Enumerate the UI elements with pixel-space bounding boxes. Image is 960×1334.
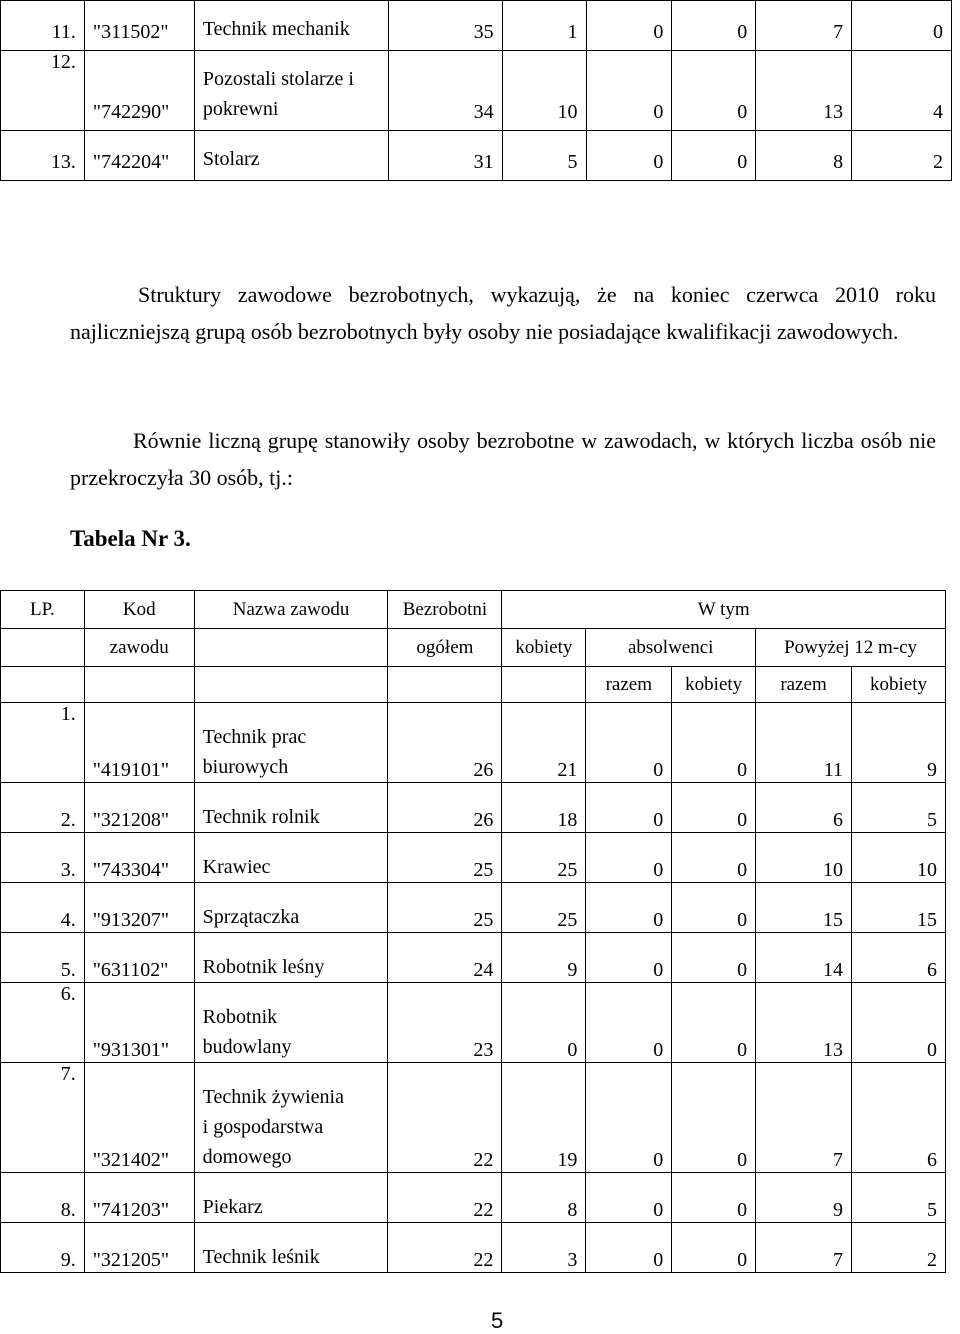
row-total: 25: [388, 883, 502, 933]
row-name: [194, 1223, 388, 1273]
row-over12-women: 4: [852, 51, 952, 131]
row-name-line: Technik rolnik: [202, 806, 320, 828]
row-lp: 4.: [1, 883, 85, 933]
row-name-line: Technik leśnik: [202, 1246, 320, 1268]
table-row: [1, 1223, 946, 1273]
row-over12-total: 13: [756, 51, 852, 131]
row-total: 24: [388, 933, 502, 983]
row-over12-women: 9: [852, 703, 946, 783]
row-over12-total: 15: [756, 883, 852, 933]
row-over12-women: 2: [852, 131, 952, 181]
row-code: "913207": [84, 883, 194, 933]
row-lp: 2.: [1, 783, 85, 833]
header-name: Nazwa zawodu: [194, 591, 388, 629]
row-name: [194, 783, 388, 833]
row-total: 26: [388, 703, 502, 783]
row-over12-women: 6: [852, 933, 946, 983]
header-blank: [1, 667, 85, 703]
row-graduates-total: 0: [586, 783, 672, 833]
row-over12-women: 6: [852, 1063, 946, 1173]
row-lp: 3.: [1, 833, 85, 883]
row-name-line: domowego: [202, 1146, 292, 1168]
table-row: [1, 883, 946, 933]
row-code: "311502": [84, 1, 194, 51]
row-graduates-total: 0: [586, 703, 672, 783]
table-row: [1, 783, 946, 833]
row-women: 10: [502, 51, 586, 131]
table-row: [1, 983, 946, 1063]
table-row: [1, 703, 946, 783]
table-row: [1, 933, 946, 983]
row-women: 25: [502, 883, 586, 933]
row-name-line: budowlany: [202, 1036, 292, 1058]
row-graduates-total: 0: [586, 833, 672, 883]
row-name: [194, 883, 388, 933]
row-name-line: Technik prac: [202, 726, 307, 748]
paragraph-1: Struktury zawodowe bezrobotnych, wykazują, że na koniec czerwca 2010 roku najliczniejszą grupą osób bezrobotnych były osoby nie posiadające kwalifikacji zawodowych.: [70, 282, 936, 344]
row-total: 25: [388, 833, 502, 883]
header-lp-blank: [1, 629, 85, 667]
row-women: 3: [502, 1223, 586, 1273]
header-women: kobiety: [502, 629, 586, 667]
row-graduates-women: 0: [672, 933, 756, 983]
table-title: Tabela Nr 3.: [70, 526, 191, 551]
row-code: "321208": [84, 783, 194, 833]
row-graduates-total: 0: [586, 1, 672, 51]
row-lp: 8.: [1, 1173, 85, 1223]
row-total: 22: [388, 1223, 502, 1273]
row-graduates-women: 0: [672, 833, 756, 883]
row-graduates-women: 0: [672, 131, 756, 181]
top-table: [0, 0, 952, 181]
table-row: [1, 1063, 946, 1173]
row-over12-total: 6: [756, 783, 852, 833]
row-over12-women: 0: [852, 983, 946, 1063]
row-over12-women: 5: [852, 783, 946, 833]
row-over12-total: 7: [756, 1223, 852, 1273]
row-name-line: Technik mechanik: [202, 18, 350, 40]
row-graduates-total: 0: [586, 983, 672, 1063]
header-name-blank: [194, 629, 388, 667]
header-blank: [502, 667, 586, 703]
row-women: 1: [502, 1, 586, 51]
row-graduates-women: 0: [672, 883, 756, 933]
row-graduates-women: 0: [672, 1223, 756, 1273]
row-graduates-total: 0: [586, 1173, 672, 1223]
row-graduates-women: 0: [672, 703, 756, 783]
row-women: 18: [502, 783, 586, 833]
row-name: [194, 833, 388, 883]
paragraph-2: Równie liczną grupę stanowiły osoby bezrobotne w zawodach, w których liczba osób nie przekroczyła 30 osób, tj.:: [70, 428, 936, 490]
row-code: "742204": [84, 131, 194, 181]
row-over12-total: 7: [756, 1063, 852, 1173]
row-graduates-total: 0: [586, 1063, 672, 1173]
row-name-line: Robotnik leśny: [202, 956, 325, 978]
row-name: [194, 933, 388, 983]
row-name-line: Pozostali stolarze i: [202, 68, 354, 90]
row-over12-total: 10: [756, 833, 852, 883]
header-graduates-total: razem: [586, 667, 672, 703]
row-name: [194, 983, 388, 1063]
row-name: [194, 1063, 388, 1173]
row-code: "742290": [84, 51, 194, 131]
row-over12-women: 5: [852, 1173, 946, 1223]
row-lp: 1.: [1, 703, 85, 783]
row-name-line: Robotnik: [202, 1006, 278, 1028]
row-name: [194, 51, 388, 131]
row-graduates-total: 0: [586, 51, 672, 131]
row-total: 31: [388, 131, 502, 181]
row-code: "743304": [84, 833, 194, 883]
row-name: [194, 1173, 388, 1223]
header-code-line2: zawodu: [84, 629, 194, 667]
header-lp: LP.: [1, 591, 85, 629]
row-code: "931301": [84, 983, 194, 1063]
row-graduates-women: 0: [672, 1, 756, 51]
table-row: [1, 131, 952, 181]
row-lp: 12.: [1, 51, 85, 131]
row-lp: 13.: [1, 131, 85, 181]
header-over12-women: kobiety: [852, 667, 946, 703]
row-over12-total: 8: [756, 131, 852, 181]
row-women: 19: [502, 1063, 586, 1173]
row-name-line: i gospodarstwa: [202, 1116, 324, 1138]
row-over12-women: 2: [852, 1223, 946, 1273]
row-name-line: Stolarz: [202, 148, 260, 170]
row-graduates-total: 0: [586, 1223, 672, 1273]
row-code: "741203": [84, 1173, 194, 1223]
table-row: [1, 51, 952, 131]
row-over12-women: 0: [852, 1, 952, 51]
header-w-tym: W tym: [502, 591, 946, 629]
row-lp: 6.: [1, 983, 85, 1063]
row-graduates-women: 0: [672, 983, 756, 1063]
row-lp: 11.: [1, 1, 85, 51]
header-total-line1: Bezrobotni: [388, 591, 502, 629]
table-row: [1, 833, 946, 883]
row-name: [194, 1, 388, 51]
header-code-line1: Kod: [84, 591, 194, 629]
header-blank: [388, 667, 502, 703]
row-code: "321402": [84, 1063, 194, 1173]
row-total: 34: [388, 51, 502, 131]
main-table: [0, 590, 946, 1273]
header-over12-total: razem: [756, 667, 852, 703]
row-name: [194, 703, 388, 783]
header-total-line2: ogółem: [388, 629, 502, 667]
header-graduates: absolwenci: [586, 629, 756, 667]
row-total: 23: [388, 983, 502, 1063]
row-graduates-women: 0: [672, 783, 756, 833]
header-blank: [84, 667, 194, 703]
row-name-line: Sprzątaczka: [202, 906, 300, 928]
row-women: 21: [502, 703, 586, 783]
row-graduates-women: 0: [672, 51, 756, 131]
row-total: 26: [388, 783, 502, 833]
row-over12-total: 14: [756, 933, 852, 983]
table-row: [1, 1173, 946, 1223]
row-lp: 7.: [1, 1063, 85, 1173]
header-blank: [194, 667, 388, 703]
row-women: 25: [502, 833, 586, 883]
page-number: 5: [491, 1308, 504, 1333]
row-graduates-total: 0: [586, 933, 672, 983]
table-row: [1, 1, 952, 51]
row-code: "321205": [84, 1223, 194, 1273]
row-graduates-women: 0: [672, 1173, 756, 1223]
row-graduates-total: 0: [586, 131, 672, 181]
row-name-line: Krawiec: [202, 856, 271, 878]
row-code: "631102": [84, 933, 194, 983]
header-graduates-women: kobiety: [672, 667, 756, 703]
row-over12-women: 15: [852, 883, 946, 933]
row-total: 22: [388, 1173, 502, 1223]
row-name-line: Piekarz: [202, 1196, 263, 1218]
row-total: 22: [388, 1063, 502, 1173]
row-code: "419101": [84, 703, 194, 783]
row-total: 35: [388, 1, 502, 51]
row-lp: 5.: [1, 933, 85, 983]
header-over12: Powyżej 12 m-cy: [756, 629, 946, 667]
row-women: 8: [502, 1173, 586, 1223]
row-over12-total: 9: [756, 1173, 852, 1223]
row-over12-total: 11: [756, 703, 852, 783]
row-graduates-total: 0: [586, 883, 672, 933]
row-over12-women: 10: [852, 833, 946, 883]
row-women: 9: [502, 933, 586, 983]
row-graduates-women: 0: [672, 1063, 756, 1173]
row-over12-total: 7: [756, 1, 852, 51]
row-women: 5: [502, 131, 586, 181]
row-over12-total: 13: [756, 983, 852, 1063]
row-name: [194, 131, 388, 181]
row-women: 0: [502, 983, 586, 1063]
row-name-line: Technik żywienia: [202, 1086, 344, 1108]
row-name-line: biurowych: [202, 756, 289, 778]
row-name-line: pokrewni: [202, 98, 279, 120]
row-lp: 9.: [1, 1223, 85, 1273]
